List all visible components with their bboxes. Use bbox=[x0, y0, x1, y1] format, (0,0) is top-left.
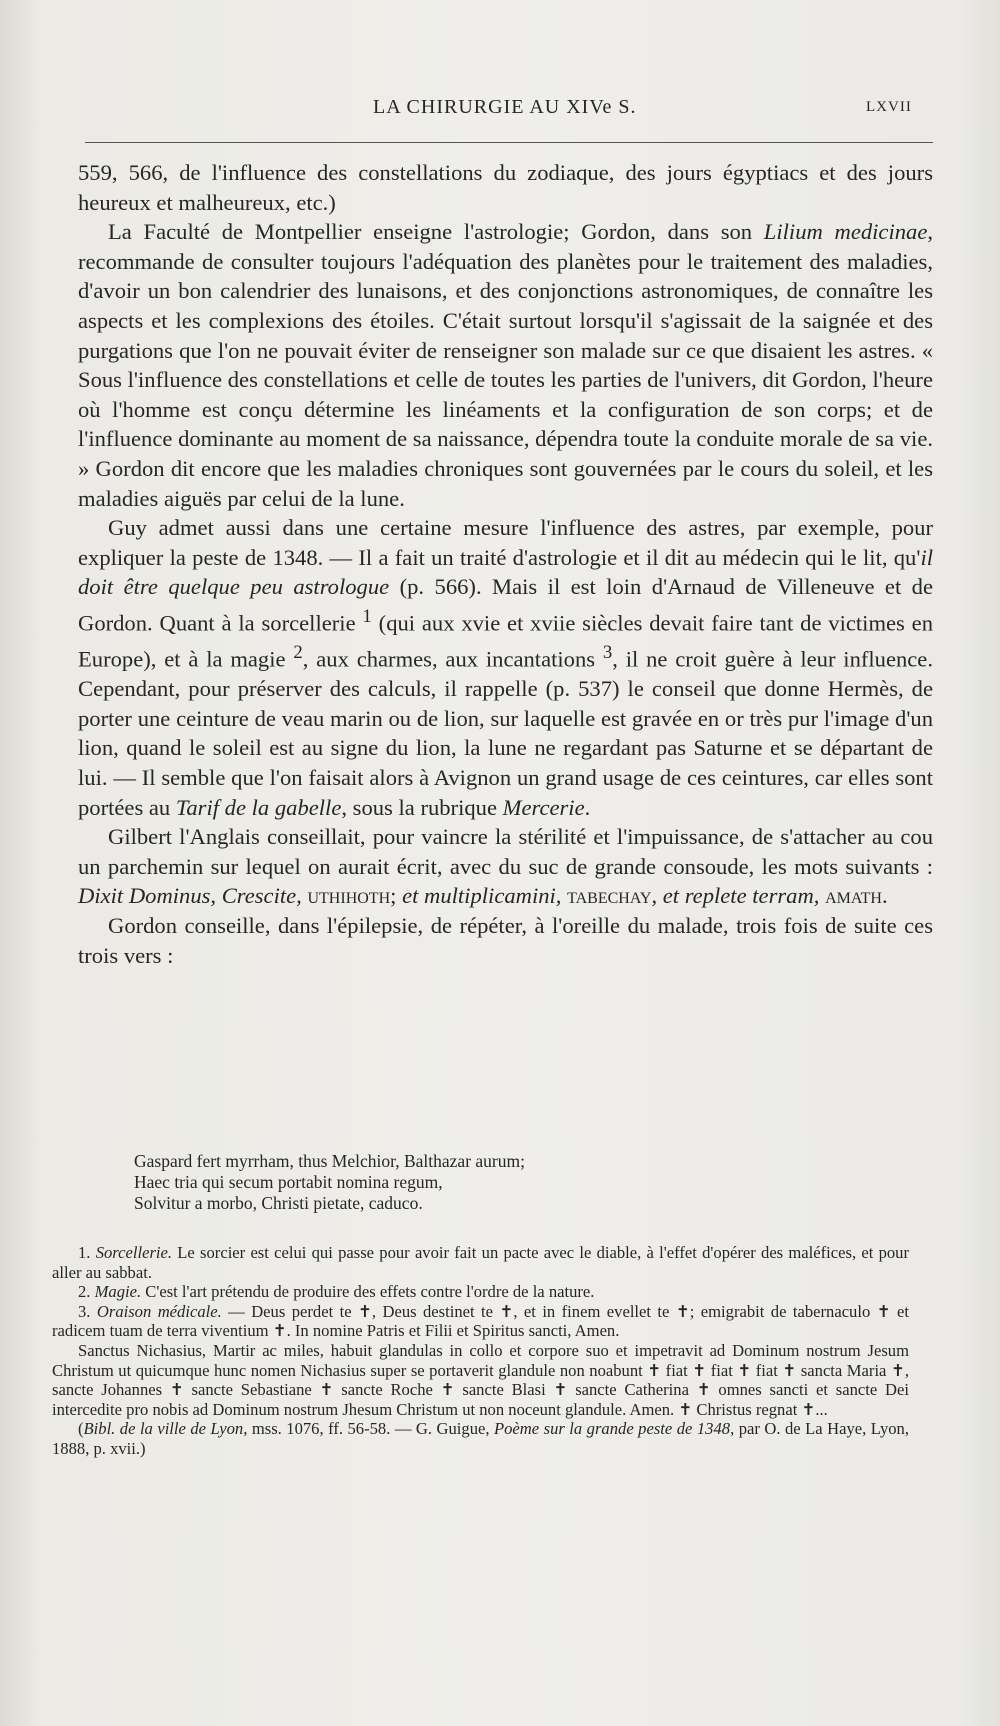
small-caps-word: uthihoth bbox=[301, 883, 391, 909]
footnote-text: — Deus perdet te ✝, Deus destinet te ✝, et in finem evellet te ✝; emigrabit de tabernaculo ✝ et radicem tuam de terra viventium ✝. In nomine Patris et Filii et Spiritus sancti, Amen. bbox=[52, 1301, 909, 1341]
paragraph-text: Guy admet aussi dans une certaine mesure l'influence des astres, par exemple, pour expliquer la peste de 1348. — Il a fait un traité d'astrologie et il dit au médecin qui le lit, qu' bbox=[78, 515, 933, 570]
paragraph-2 bbox=[78, 217, 933, 513]
italic-quote: il doit être quelque peu astrologue bbox=[78, 544, 933, 600]
footnote-term: Magie. bbox=[94, 1282, 142, 1302]
latin-italic: et multiplicamini, bbox=[402, 883, 562, 909]
italic-title: Tarif de la gabelle bbox=[175, 794, 342, 820]
latin-italic: et replete terram, bbox=[657, 883, 820, 909]
footnote-text: Le sorcier est celui qui passe pour avoir fait un pacte avec le diable, à l'effet d'opérer des maléfices, et pour aller au sabbat. bbox=[52, 1243, 910, 1282]
italic-rubric: Mercerie bbox=[502, 794, 585, 820]
footnote-term: Oraison médicale. bbox=[96, 1301, 222, 1321]
small-caps-word: tabechay, bbox=[561, 883, 658, 909]
paragraph-text: Gordon conseille, dans l'épilepsie, de répéter, à l'oreille du malade, trois fois de suite ces trois vers : bbox=[78, 912, 933, 968]
header-rule bbox=[85, 142, 933, 143]
footnote-text: ( bbox=[78, 1419, 84, 1439]
latin-italic: Dixit Dominus, Crescite, bbox=[78, 883, 302, 909]
body-text bbox=[78, 158, 933, 970]
source-title: Bibl. de la ville de Lyon bbox=[83, 1419, 244, 1439]
running-head bbox=[0, 96, 1000, 120]
footnote-number: 1. bbox=[78, 1243, 96, 1262]
verse-block bbox=[134, 1151, 525, 1214]
footnote-ref-2: 2 bbox=[293, 642, 303, 664]
paragraph-text: Gilbert l'Anglais conseillait, pour vaincre la stérilité et l'impuissance, de s'attacher au cou un parchemin sur lequel on aurait écrit, avec du suc de grande consoude, les mots suivants : bbox=[78, 824, 933, 879]
footnote-3 bbox=[52, 1302, 909, 1341]
running-title: LA CHIRURGIE AU XIVe S. bbox=[373, 96, 637, 118]
small-caps-word: amath bbox=[819, 883, 882, 909]
footnotes bbox=[52, 1243, 909, 1459]
footnote-text: , par O. de La Haye, Lyon, 1888, p. xvii.) bbox=[52, 1419, 909, 1458]
footnote-term: Sorcellerie. bbox=[95, 1243, 173, 1262]
paragraph-text: , recommande de consulter toujours l'adéquation des planètes pour le traitement des maladies, d'avoir un bon calendrier des lunaisons, et des conjonctions astronomiques, de connaître les aspects et les complexions des étoiles. C'était surtout lorsqu'il s'agissait de la saignée et des purgations que l'on ne pouvait éviter de renseigner son malade sur ce que disaient les astres. « Sous l'influence des constellations et celle de toutes les parties de l'univers, dit Gordon, l'heure où l'homme est conçu détermine les linéaments et la configuration de son corps; et de l'influence dominante au moment de sa naissance, dépendra toute la conduite morale de sa vie. » Gordon dit encore que les maladies chroniques sont gouvernées par le cours du soleil, et les maladies aiguës par celui de la lune. bbox=[78, 219, 934, 511]
paragraph-text: La Faculté de Montpellier enseigne l'astrologie; Gordon, dans son bbox=[108, 219, 764, 245]
source-title: Poème sur la grande peste de 1348 bbox=[493, 1419, 731, 1439]
paragraph-text: (p. 566). Mais il est loin d'Arnaud de Villeneuve et de Gordon. Quant à la sorcellerie bbox=[78, 574, 933, 636]
footnote-3-source bbox=[52, 1419, 909, 1458]
paragraph-text: (qui aux xvie et xviie siècles devait faire tant de victimes en Europe), et à la magie bbox=[78, 610, 933, 672]
paragraph-text: 559, 566, de l'influence des constellations du zodiaque, des jours égyptiacs et des jours heureux et malheureux, etc.) bbox=[78, 160, 933, 215]
footnote-text: , mss. 1076, ff. 56-58. — G. Guigue, bbox=[243, 1419, 494, 1439]
page-number: LXVII bbox=[866, 99, 912, 115]
book-title-italic: Lilium medicinae bbox=[763, 219, 928, 245]
footnote-ref-1: 1 bbox=[362, 605, 372, 627]
verse-line: Gaspard fert myrrham, thus Melchior, Balthazar aurum; bbox=[134, 1151, 525, 1171]
footnote-1 bbox=[52, 1243, 909, 1282]
paragraph-text: ; bbox=[390, 883, 403, 909]
footnote-2 bbox=[52, 1282, 909, 1302]
paragraph-4 bbox=[78, 822, 933, 911]
paragraph-text: , sous la rubrique bbox=[341, 794, 503, 820]
paragraph-text: . bbox=[881, 883, 888, 909]
verse-line: Haec tria qui secum portabit nomina regum, bbox=[134, 1172, 443, 1192]
footnote-text: Sanctus Nichasius, Martir ac miles, habuit glandulas in collo et corpore suo et impetravit ad Dominum nostrum Jesum Christum ut quicumque hunc nomen Nichasius super se portaverit glandule non noabunt ✝ fiat ✝ fiat ✝ fiat ✝ sancta Maria ✝, sancte Johannes ✝ sancte Sebastiane ✝ sancte Roche ✝ sancte Blasi ✝ sancte Catherina ✝ omnes sancti et sancte Dei intercedite pro nobis ad Dominum nostrum Jhesum Christum ut non noceunt glandule. Amen. ✝ Christus regnat ✝... bbox=[52, 1340, 909, 1419]
paragraph-3 bbox=[78, 513, 933, 822]
footnote-number: 2. bbox=[78, 1282, 95, 1302]
paragraph-1 bbox=[78, 158, 933, 217]
footnote-text: C'est l'art prétendu de produire des effets contre l'ordre de la nature. bbox=[141, 1282, 595, 1302]
footnote-ref-3: 3 bbox=[602, 642, 613, 664]
paragraph-text: , il ne croit guère à leur influence. Cependant, pour préserver des calculs, il rappelle (p. 537) le conseil que donne Hermès, de porter une ceinture de veau marin ou de lion, sur laquelle est gravée en or très pur l'image d'un lion, quand le soleil est au signe du lion, la lune ne regardant pas Saturne et se départant de lui. — Il semble que l'on faisait alors à Avignon un grand usage de ces ceintures, car elles sont portées au bbox=[78, 646, 933, 820]
footnote-number: 3. bbox=[78, 1301, 97, 1321]
footnote-3-prayer bbox=[52, 1341, 909, 1419]
paragraph-5 bbox=[78, 911, 933, 970]
verse-line: Solvitur a morbo, Christi pietate, caduco. bbox=[134, 1193, 423, 1213]
paragraph-text: . bbox=[584, 794, 591, 820]
paragraph-text: , aux charmes, aux incantations bbox=[302, 646, 603, 672]
